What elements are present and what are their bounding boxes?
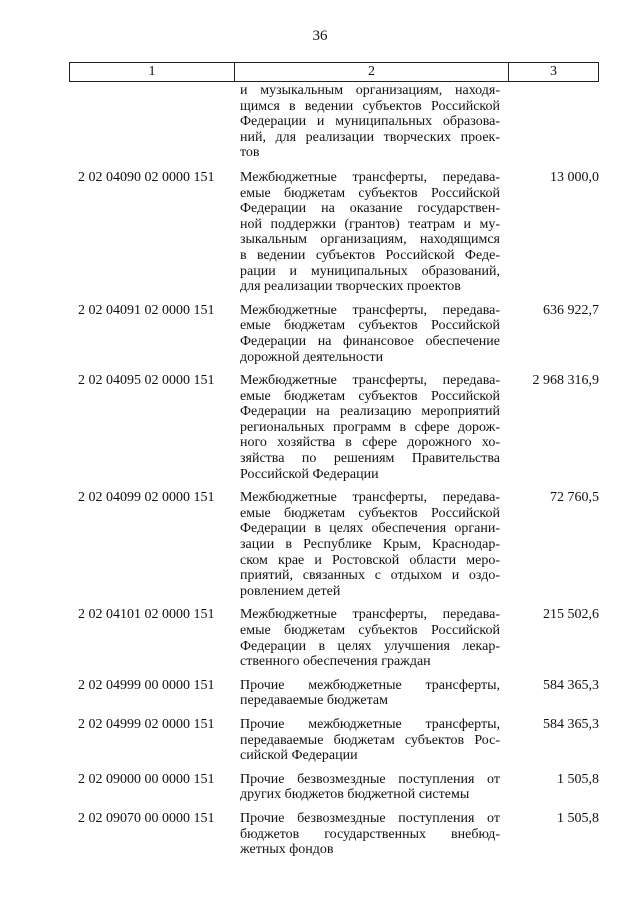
description-line: дорожной деятельности: [240, 349, 384, 365]
column-header-2: 2: [235, 63, 509, 81]
description-line: Прочие безвозмездные поступления от: [240, 810, 500, 826]
description-line: для реализации творческих проектов: [240, 279, 461, 295]
description-line: тов: [240, 145, 260, 161]
description-line: передаваемые бюджетам субъектов Рос-: [240, 732, 500, 748]
table-row: [69, 170, 599, 295]
amount: 1 505,8: [557, 810, 599, 826]
column-header-3: 3: [550, 64, 557, 79]
table-row: [69, 303, 599, 365]
income-description: [234, 490, 500, 599]
description-line: ровлением детей: [240, 583, 341, 599]
budget-code: 2 02 04091 02 0000 151: [78, 302, 215, 318]
description-line: емые бюджетам субъектов Российской: [240, 185, 500, 201]
description-line: Федерации на оказание государствен-: [240, 201, 500, 217]
description-line: передаваемые бюджетам: [240, 693, 388, 709]
description-line: жетных фондов: [240, 842, 334, 858]
description-line: рации и муниципальных образований,: [240, 263, 500, 279]
table-row: [69, 772, 599, 803]
budget-code: 2 02 04090 02 0000 151: [78, 169, 215, 185]
table-row: [69, 678, 599, 709]
description-line: щимся в ведении субъектов Российской: [240, 98, 500, 114]
description-line: Межбюджетные трансферты, передава-: [240, 607, 500, 623]
description-line: ного хозяйства в сфере дорожного хо-: [240, 435, 500, 451]
description-line: Межбюджетные трансферты, передава-: [240, 169, 500, 185]
description-line: региональных программ в сфере дорож-: [240, 419, 500, 435]
income-description: [234, 170, 500, 295]
income-description: [234, 772, 500, 803]
description-line: приятий, связанных с отдыхом и оздо-: [240, 568, 500, 584]
table-row: [69, 83, 599, 161]
budget-code: 2 02 09000 00 0000 151: [78, 771, 215, 787]
income-description: [234, 303, 500, 365]
description-line: ний, для реализации творческих проек-: [240, 129, 500, 145]
description-line: зации в Республике Крым, Краснодар-: [240, 537, 500, 553]
description-line: бюджетов государственных внебюд-: [240, 826, 500, 842]
description-line: сийской Федерации: [240, 748, 358, 764]
amount: 636 922,7: [543, 302, 599, 318]
budget-code: 2 02 04101 02 0000 151: [78, 607, 215, 623]
description-line: Федерации в целях улучшения лекар-: [240, 638, 500, 654]
description-line: Федерации и муниципальных образова-: [240, 114, 500, 130]
description-line: Межбюджетные трансферты, передава-: [240, 302, 500, 318]
amount: 584 365,3: [543, 677, 599, 693]
description-line: Прочие межбюджетные трансферты,: [240, 716, 500, 732]
description-line: зыкальным организациям, находящимся: [240, 232, 500, 248]
description-line: Федерации в целях обеспечения органи-: [240, 521, 500, 537]
description-line: других бюджетов бюджетной системы: [240, 787, 470, 803]
column-header-1: 1: [70, 63, 235, 81]
table-row: [69, 717, 599, 764]
budget-code: 2 02 04999 00 0000 151: [78, 677, 215, 693]
table-row: [69, 607, 599, 669]
page-number: 36: [312, 28, 328, 44]
description-line: Прочие безвозмездные поступления от: [240, 771, 500, 787]
amount: 215 502,6: [543, 607, 599, 623]
table-row: [69, 490, 599, 599]
income-description: [234, 678, 500, 709]
description-line: Межбюджетные трансферты, передава-: [240, 490, 500, 506]
description-line: ском крае и Ростовской области меро-: [240, 552, 500, 568]
income-description: [234, 607, 500, 669]
description-line: зяйства по решениям Правительства: [240, 451, 500, 467]
amount: 13 000,0: [550, 169, 599, 185]
income-description: [234, 373, 500, 482]
income-description: [234, 811, 500, 858]
description-line: Федерации на финансовое обеспечение: [240, 333, 500, 349]
description-line: емые бюджетам субъектов Российской: [240, 505, 500, 521]
budget-code: 2 02 04099 02 0000 151: [78, 490, 215, 506]
budget-code: 2 02 04999 02 0000 151: [78, 716, 215, 732]
budget-code: 2 02 09070 00 0000 151: [78, 810, 215, 826]
budget-code: [69, 83, 234, 161]
amount: [500, 83, 599, 161]
table-header: [69, 62, 599, 82]
description-line: ной поддержки (грантов) театрам и му-: [240, 216, 500, 232]
table-row: [69, 373, 599, 482]
table-body: [69, 83, 599, 866]
income-description: [234, 83, 500, 161]
amount: 584 365,3: [543, 716, 599, 732]
description-line: Российской Федерации: [240, 466, 379, 482]
description-line: Федерации на реализацию мероприятий: [240, 404, 500, 420]
description-line: в ведении субъектов Российской Феде-: [240, 247, 500, 263]
description-line: Межбюджетные трансферты, передава-: [240, 373, 500, 389]
description-line: Прочие межбюджетные трансферты,: [240, 677, 500, 693]
description-line: емые бюджетам субъектов Российской: [240, 623, 500, 638]
amount: 1 505,8: [557, 771, 599, 787]
description-line: и музыкальным организациям, находя-: [240, 83, 500, 98]
description-line: ственного обеспечения граждан: [240, 654, 431, 670]
description-line: емые бюджетам субъектов Российской: [240, 388, 500, 404]
table-row: [69, 811, 599, 858]
budget-code: 2 02 04095 02 0000 151: [78, 373, 215, 389]
income-description: [234, 717, 500, 764]
description-line: емые бюджетам субъектов Российской: [240, 318, 500, 334]
amount: 72 760,5: [550, 490, 599, 506]
amount: 2 968 316,9: [532, 373, 599, 389]
